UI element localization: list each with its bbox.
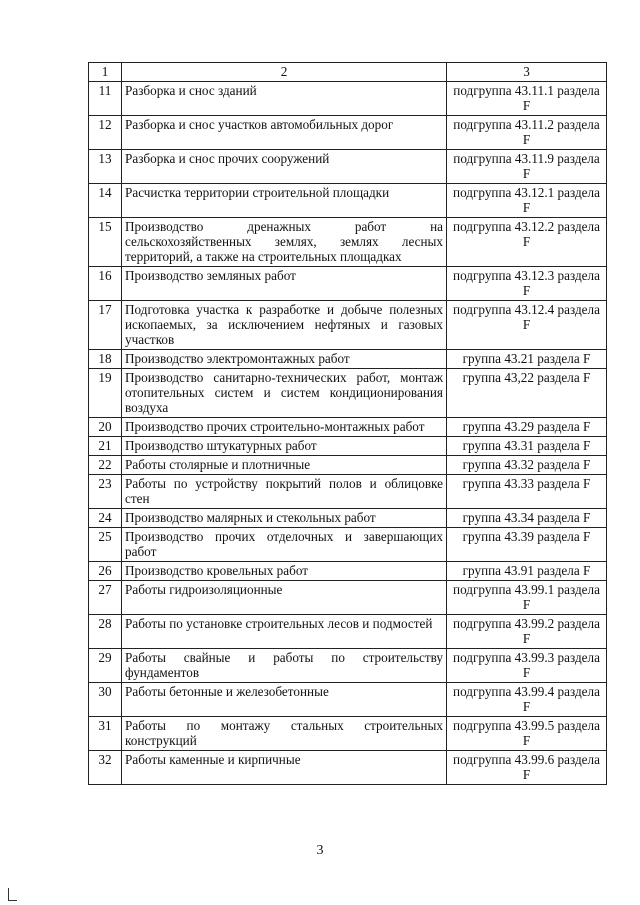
- column-header: 1: [89, 63, 122, 82]
- table-row: [89, 683, 607, 717]
- activity-name: Производство санитарно-технических работ, монтаж отопительных систем и систем кондиционирования воздуха: [122, 369, 447, 418]
- table-row: [89, 456, 607, 475]
- row-number: 18: [89, 350, 122, 369]
- table-row: [89, 649, 607, 683]
- classifier-code: подгруппа 43.99.3 раздела F: [447, 649, 607, 683]
- table-row: [89, 82, 607, 116]
- row-number: 14: [89, 184, 122, 218]
- classifier-code: группа 43.21 раздела F: [447, 350, 607, 369]
- activity-name: Работы по монтажу стальных строительных конструкций: [122, 717, 447, 751]
- activity-name: Работы бетонные и железобетонные: [122, 683, 447, 717]
- table-row: [89, 562, 607, 581]
- row-number: 27: [89, 581, 122, 615]
- row-number: 20: [89, 418, 122, 437]
- table-row: [89, 509, 607, 528]
- classifier-code: подгруппа 43.99.5 раздела F: [447, 717, 607, 751]
- table-row: [89, 218, 607, 267]
- table-row: [89, 528, 607, 562]
- table-header-row: [89, 63, 607, 82]
- row-number: 28: [89, 615, 122, 649]
- activity-name: Подготовка участка к разработке и добыче полезных ископаемых, за исключением нефтяных и газовых участков: [122, 301, 447, 350]
- row-number: 19: [89, 369, 122, 418]
- table-row: [89, 581, 607, 615]
- row-number: 11: [89, 82, 122, 116]
- activity-name: Работы свайные и работы по строительству фундаментов: [122, 649, 447, 683]
- row-number: 13: [89, 150, 122, 184]
- activity-name: Производство прочих отделочных и завершающих работ: [122, 528, 447, 562]
- classifier-code: группа 43.32 раздела F: [447, 456, 607, 475]
- classifier-code: подгруппа 43.99.4 раздела F: [447, 683, 607, 717]
- row-number: 16: [89, 267, 122, 301]
- activity-name: Производство штукатурных работ: [122, 437, 447, 456]
- row-number: 24: [89, 509, 122, 528]
- activity-name: Разборка и снос зданий: [122, 82, 447, 116]
- classifier-code: подгруппа 43.11.9 раздела F: [447, 150, 607, 184]
- activity-name: Производство малярных и стекольных работ: [122, 509, 447, 528]
- column-header: 3: [447, 63, 607, 82]
- classifier-code: подгруппа 43.11.2 раздела F: [447, 116, 607, 150]
- row-number: 29: [89, 649, 122, 683]
- classifier-code: подгруппа 43.11.1 раздела F: [447, 82, 607, 116]
- classifier-code: подгруппа 43.12.2 раздела F: [447, 218, 607, 267]
- activity-name: Работы столярные и плотничные: [122, 456, 447, 475]
- activity-name: Производство земляных работ: [122, 267, 447, 301]
- activity-name: Разборка и снос участков автомобильных дорог: [122, 116, 447, 150]
- corner-mark: [8, 888, 17, 901]
- row-number: 15: [89, 218, 122, 267]
- classifier-code: подгруппа 43.12.4 раздела F: [447, 301, 607, 350]
- classifier-code: группа 43.33 раздела F: [447, 475, 607, 509]
- table-row: [89, 751, 607, 785]
- activity-name: Работы по устройству покрытий полов и облицовке стен: [122, 475, 447, 509]
- activity-name: Работы гидроизоляционные: [122, 581, 447, 615]
- activity-name: Расчистка территории строительной площадки: [122, 184, 447, 218]
- activity-name: Производство прочих строительно-монтажных работ: [122, 418, 447, 437]
- row-number: 21: [89, 437, 122, 456]
- table-row: [89, 717, 607, 751]
- classifier-code: подгруппа 43.99.1 раздела F: [447, 581, 607, 615]
- classifier-code: группа 43.34 раздела F: [447, 509, 607, 528]
- row-number: 31: [89, 717, 122, 751]
- table-row: [89, 369, 607, 418]
- classifier-code: подгруппа 43.12.3 раздела F: [447, 267, 607, 301]
- activity-name: Производство электромонтажных работ: [122, 350, 447, 369]
- row-number: 26: [89, 562, 122, 581]
- table-row: [89, 418, 607, 437]
- table-row: [89, 301, 607, 350]
- table-row: [89, 184, 607, 218]
- table-row: [89, 350, 607, 369]
- page-number: 3: [316, 843, 324, 858]
- row-number: 23: [89, 475, 122, 509]
- row-number: 22: [89, 456, 122, 475]
- activity-name: Работы по установке строительных лесов и подмостей: [122, 615, 447, 649]
- table-row: [89, 615, 607, 649]
- classifier-code: подгруппа 43.99.2 раздела F: [447, 615, 607, 649]
- table-row: [89, 267, 607, 301]
- row-number: 32: [89, 751, 122, 785]
- classifier-code: группа 43.29 раздела F: [447, 418, 607, 437]
- activity-name: Разборка и снос прочих сооружений: [122, 150, 447, 184]
- row-number: 25: [89, 528, 122, 562]
- classifier-code: группа 43,22 раздела F: [447, 369, 607, 418]
- row-number: 17: [89, 301, 122, 350]
- column-header: 2: [122, 63, 447, 82]
- table-row: [89, 437, 607, 456]
- classifier-code: группа 43.91 раздела F: [447, 562, 607, 581]
- classifier-code: группа 43.39 раздела F: [447, 528, 607, 562]
- row-number: 12: [89, 116, 122, 150]
- table-row: [89, 150, 607, 184]
- activity-name: Работы каменные и кирпичные: [122, 751, 447, 785]
- activity-codes-table: [88, 62, 607, 785]
- row-number: 30: [89, 683, 122, 717]
- classifier-code: подгруппа 43.99.6 раздела F: [447, 751, 607, 785]
- classifier-code: группа 43.31 раздела F: [447, 437, 607, 456]
- activity-name: Производство кровельных работ: [122, 562, 447, 581]
- table-row: [89, 116, 607, 150]
- classifier-code: подгруппа 43.12.1 раздела F: [447, 184, 607, 218]
- table-row: [89, 475, 607, 509]
- activity-name: Производство дренажных работ на сельскохозяйственных землях, землях лесных территорий, а также на строительных площадках: [122, 218, 447, 267]
